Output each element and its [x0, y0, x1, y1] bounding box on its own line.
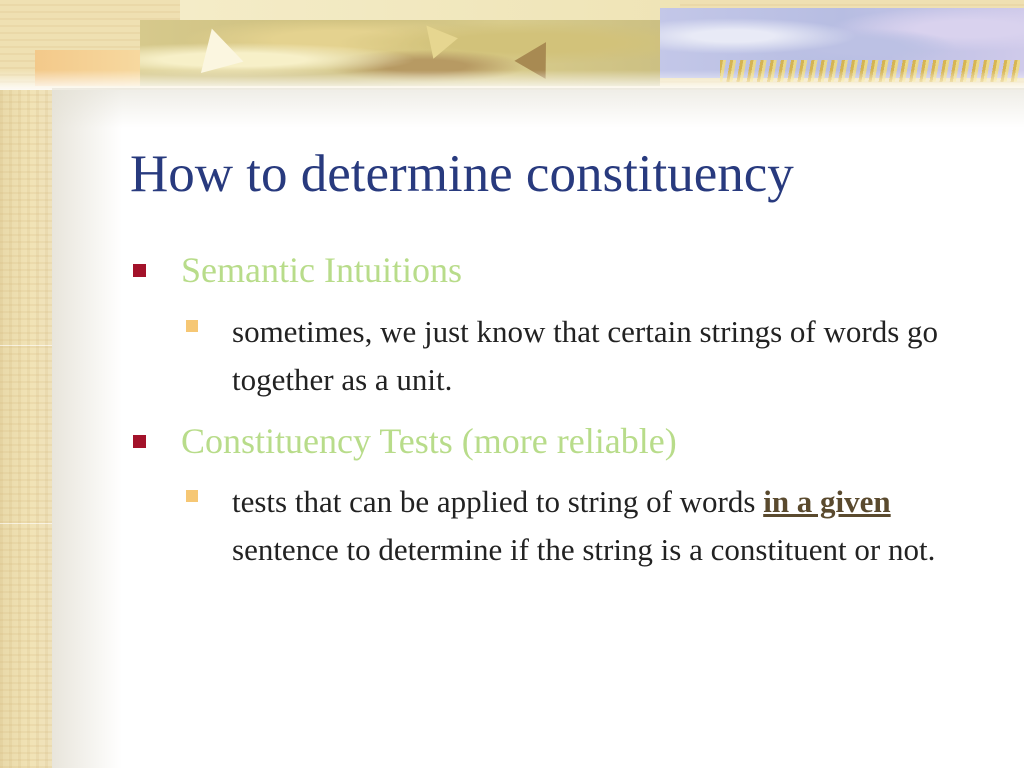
square-bullet-icon: [133, 435, 146, 448]
bullet-label: Constituency Tests (more reliable): [181, 421, 677, 461]
bullet-label: Semantic Intuitions: [181, 250, 462, 290]
sub-bullet-text: [232, 478, 982, 574]
sub-text-after: sentence to determine if the string is a constituent or not.: [232, 532, 936, 567]
sub-bullet-tests: [186, 478, 986, 574]
square-bullet-icon: [186, 490, 198, 502]
square-bullet-icon: [133, 264, 146, 277]
emphasized-phrase: in a given: [763, 484, 891, 519]
decorative-banner: [0, 0, 1024, 90]
sub-bullet-text: sometimes, we just know that certain strings of words go together as a unit.: [232, 314, 939, 397]
slide-title: How to determine constituency: [130, 145, 794, 203]
bullet-semantic-intuitions: [133, 250, 462, 290]
bullet-constituency-tests: [133, 421, 677, 461]
banner-shadow: [52, 88, 1024, 128]
sub-text-before: tests that can be applied to string of words: [232, 484, 764, 519]
sub-bullet-semantic: [186, 308, 966, 404]
parchment-side-strip: [0, 0, 52, 768]
square-bullet-icon: [186, 320, 198, 332]
